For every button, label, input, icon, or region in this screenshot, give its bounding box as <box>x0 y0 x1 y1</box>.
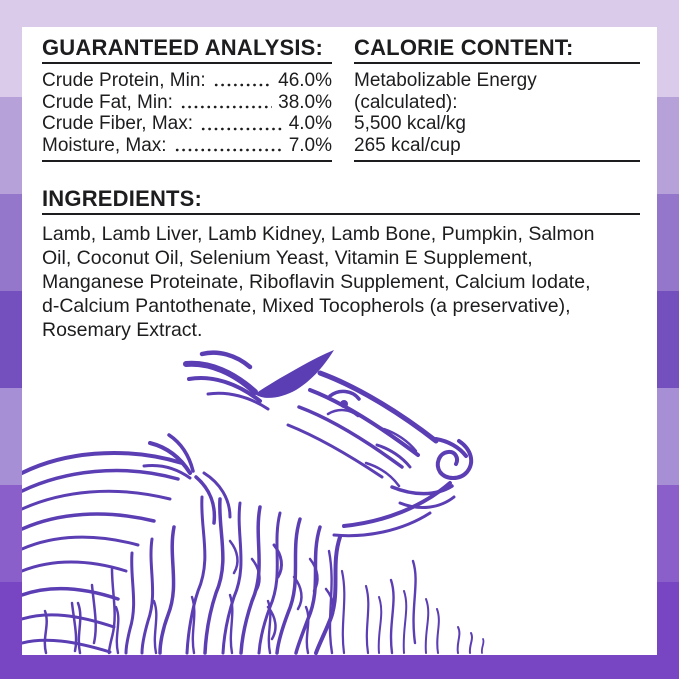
top-columns <box>42 37 640 162</box>
analysis-value: 38.0% <box>278 91 332 113</box>
ingredients-heading: INGREDIENTS: <box>42 188 640 215</box>
calorie-line: Metabolizable Energy <box>354 70 537 91</box>
calorie-content-heading: CALORIE CONTENT: <box>354 37 640 64</box>
lamb-illustration <box>22 345 522 655</box>
ingredients-paragraph <box>42 222 640 342</box>
calorie-lines <box>354 70 640 157</box>
analysis-value: 7.0% <box>288 135 332 157</box>
analysis-value: 4.0% <box>288 113 332 135</box>
lamb-eye <box>328 391 359 416</box>
analysis-label: Crude Fiber, Max: <box>42 113 193 135</box>
label-panel <box>22 27 657 655</box>
analysis-label: Moisture, Max: <box>42 135 167 157</box>
dot-leader <box>180 94 272 113</box>
analysis-label: Crude Protein, Min: <box>42 69 206 91</box>
dot-leader <box>174 138 283 157</box>
ingredients-line: Manganese Proteinate, Riboflavin Supplement, Calcium Iodate, <box>42 270 591 293</box>
ingredients-section <box>42 185 640 342</box>
ingredients-line: d-Calcium Pantothenate, Mixed Tocopherols (a preservative), <box>42 294 571 317</box>
ingredients-line: Rosemary Extract. <box>42 318 203 341</box>
dot-leader <box>213 73 272 92</box>
dot-leader <box>200 116 283 135</box>
ingredients-line: Oil, Coconut Oil, Selenium Yeast, Vitamin E Supplement, <box>42 246 533 269</box>
analysis-label: Crude Fat, Min: <box>42 91 173 113</box>
analysis-value: 46.0% <box>278 69 332 91</box>
section-bottom-rule <box>354 160 640 162</box>
calorie-line: (calculated): <box>354 91 458 113</box>
guaranteed-analysis-heading: GUARANTEED ANALYSIS: <box>42 37 332 64</box>
calorie-line: 5,500 kcal/kg <box>354 113 466 135</box>
calorie-line: 265 kcal/cup <box>354 135 461 157</box>
lamb-body <box>22 435 340 653</box>
guaranteed-analysis-section <box>42 37 332 162</box>
ingredients-line: Lamb, Lamb Liver, Lamb Kidney, Lamb Bone, Pumpkin, Salmon <box>42 222 595 245</box>
section-bottom-rule <box>42 160 332 162</box>
analysis-row <box>42 113 332 135</box>
analysis-row <box>42 70 332 92</box>
analysis-row <box>42 135 332 157</box>
calorie-content-section <box>354 37 640 162</box>
analysis-row <box>42 92 332 114</box>
analysis-rows <box>42 70 332 157</box>
